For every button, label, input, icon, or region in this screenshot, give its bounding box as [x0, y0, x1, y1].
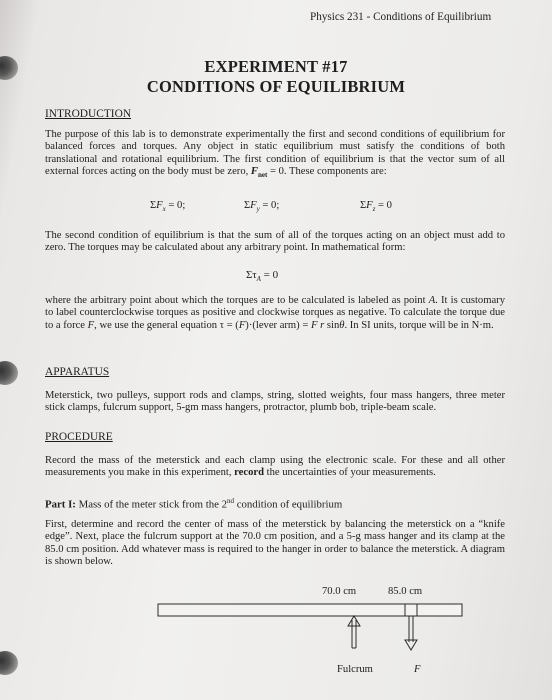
meterstick-bar: [158, 604, 462, 616]
diagram-label-70cm: 70.0 cm: [322, 586, 357, 597]
procedure-text: Record the mass of the meterstick and each clamp using the electronic scale. For these and all other measurements you make in this experiment, record the uncertainties of your measurements.: [45, 455, 505, 479]
diagram-label-85cm: 85.0 cm: [388, 586, 423, 597]
introduction-paragraph-2: The second condition of equilibrium is that the sum of all of the torques acting on an object must add to zero. The torques may be calculated about any arbitrary point. In mathematical form:: [45, 230, 505, 254]
equation-sum-fy: $\Sigma F_y = 0$;: [244, 200, 280, 214]
experiment-title: CONDITIONS OF EQUILIBRIUM: [146, 77, 406, 96]
meterstick-diagram: [150, 598, 470, 658]
procedure-heading: PROCEDURE: [45, 431, 113, 443]
fulcrum-arrow-icon: [348, 616, 360, 648]
introduction-paragraph-1: The purpose of this lab is to demonstrate experimentally the first and second conditions of equilibrium for balanced forces and torques. Any object in static equilibrium must satisfy the conditions of both translational and rotational equilibrium. The first condition of equilibrium is that the vector sum of all external forces acting on the body must be zero, $F_{net} = 0$. These components are:: [45, 129, 505, 180]
diagram-label-fulcrum: Fulcrum: [337, 664, 373, 675]
experiment-number: EXPERIMENT #17: [204, 57, 348, 76]
equation-sum-fz: $\Sigma F_z = 0$: [360, 200, 392, 214]
torque-equation: $\Sigma\tau_A = 0$: [246, 269, 279, 284]
binder-hole-3: [0, 651, 18, 675]
running-head: Physics 231 - Conditions of Equilibrium: [310, 11, 492, 23]
introduction-heading: INTRODUCTION: [45, 108, 132, 120]
part1-title: Part I: Mass of the meter stick from the 2nd condition of equilibrium: [45, 497, 343, 511]
force-arrow-icon: [405, 616, 417, 650]
apparatus-heading: APPARATUS: [45, 366, 110, 378]
equation-sum-fx: $\Sigma F_x = 0$;: [150, 200, 186, 214]
binder-hole-2: [0, 361, 18, 385]
introduction-paragraph-3: where the arbitrary point about which the torques are to be calculated is labeled as point A. It is customary to label counterclockwise torques as positive and clockwise torques as negative. To calculate the torque due to a force F, we use the general equation τ = (F)·(lever arm) = F r sinθ. In SI units, torque will be in N·m.: [45, 295, 505, 331]
part1-text: First, determine and record the center of mass of the meterstick by balancing the meterstick on a “knife edge”. Next, place the fulcrum support at the 70.0 cm position, and a 5-g mass hanger and its clamp at the 85.0 cm position. Add whatever mass is required to the hanger in order to balance the meterstick. A diagram is shown below.: [45, 519, 505, 568]
apparatus-text: Meterstick, two pulleys, support rods and clamps, string, slotted weights, four mass hangers, three meter stick clamps, fulcrum support, 5-gm mass hangers, protractor, plumb bob, triple-beam scale.: [45, 390, 505, 414]
diagram-label-force: F: [414, 664, 421, 675]
